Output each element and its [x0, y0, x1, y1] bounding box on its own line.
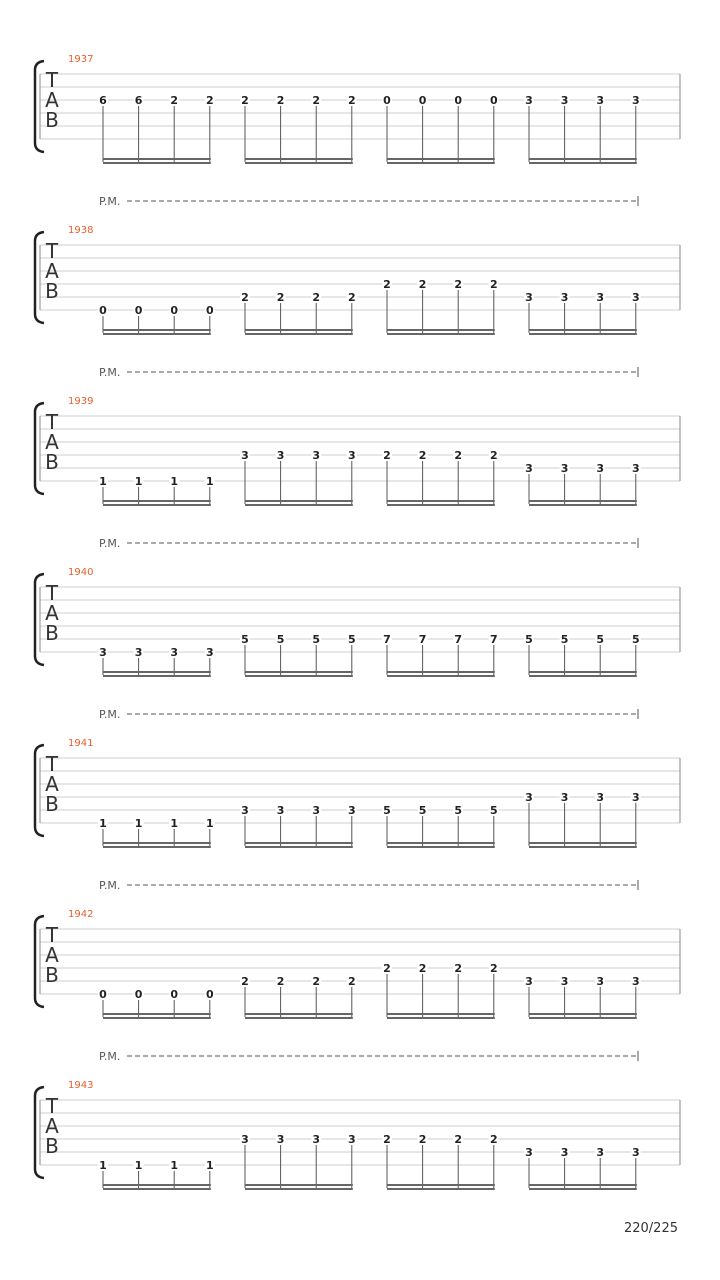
fret-number: 3	[596, 462, 605, 475]
beam-primary	[245, 671, 353, 673]
fret-number: 2	[454, 449, 463, 462]
beam-primary	[387, 671, 495, 673]
fret-number: 7	[489, 633, 498, 646]
beam-secondary	[387, 333, 495, 335]
beam-primary	[103, 329, 211, 331]
fret-number: 2	[241, 975, 249, 988]
fret-number: 3	[631, 975, 640, 988]
fret-number: 2	[205, 94, 214, 107]
beam-primary	[245, 500, 353, 502]
tab-clef-letter: B	[45, 621, 59, 645]
beam-secondary	[387, 1017, 495, 1019]
fret-number: 1	[99, 475, 107, 488]
fret-number: 5	[312, 633, 321, 646]
beam-secondary	[103, 162, 211, 164]
beam-secondary	[245, 675, 353, 677]
beam-secondary	[387, 162, 495, 164]
palm-mute-label: P.M.	[99, 1050, 121, 1063]
fret-number: 3	[276, 804, 285, 817]
palm-mute-label: P.M.	[99, 366, 121, 379]
measure-number: 1943	[68, 1080, 94, 1091]
tab-clef-letter: T	[45, 923, 59, 947]
fret-number: 3	[312, 449, 321, 462]
fret-number: 0	[383, 94, 391, 107]
fret-number: 3	[631, 462, 640, 475]
fret-number: 5	[347, 633, 356, 646]
tab-clef-letter: A	[45, 1114, 59, 1138]
tab-clef-letter: T	[45, 239, 59, 263]
fret-number: 2	[383, 449, 391, 462]
tab-clef-letter: T	[45, 581, 59, 605]
beam-primary	[387, 1013, 495, 1015]
beam-secondary	[245, 1188, 353, 1190]
fret-number: 3	[276, 1133, 285, 1146]
tab-clef-letter: B	[45, 450, 59, 474]
fret-number: 2	[418, 962, 427, 975]
measure-number: 1937	[68, 54, 94, 65]
beam-secondary	[103, 504, 211, 506]
tab-clef-letter: A	[45, 943, 59, 967]
fret-number: 1	[99, 1159, 107, 1172]
fret-number: 1	[134, 1159, 143, 1172]
fret-number: 3	[596, 975, 605, 988]
fret-number: 3	[276, 449, 285, 462]
fret-number: 1	[134, 817, 143, 830]
fret-number: 0	[418, 94, 427, 107]
fret-number: 2	[489, 278, 498, 291]
beam-secondary	[103, 333, 211, 335]
beam-primary	[245, 1013, 353, 1015]
fret-number: 2	[276, 291, 285, 304]
fret-number: 2	[418, 278, 427, 291]
fret-number: 2	[454, 278, 463, 291]
tab-clef-letter: B	[45, 963, 59, 987]
beam-secondary	[103, 846, 211, 848]
fret-number: 3	[596, 791, 605, 804]
palm-mute-label: P.M.	[99, 537, 121, 550]
measure-number: 1939	[68, 396, 94, 407]
fret-number: 0	[170, 304, 179, 317]
fret-number: 3	[596, 94, 605, 107]
fret-number: 7	[418, 633, 427, 646]
fret-number: 2	[383, 962, 391, 975]
fret-number: 2	[276, 94, 285, 107]
beam-primary	[387, 158, 495, 160]
beam-primary	[245, 1184, 353, 1186]
beam-primary	[529, 329, 637, 331]
beam-secondary	[245, 1017, 353, 1019]
fret-number: 1	[170, 817, 179, 830]
fret-number: 2	[241, 94, 249, 107]
fret-number: 1	[170, 475, 179, 488]
fret-number: 3	[560, 975, 569, 988]
beam-secondary	[529, 1188, 637, 1190]
fret-number: 3	[134, 646, 143, 659]
fret-number: 2	[454, 1133, 463, 1146]
fret-number: 2	[489, 449, 498, 462]
beam-secondary	[245, 162, 353, 164]
fret-number: 3	[525, 791, 533, 804]
fret-number: 3	[560, 791, 569, 804]
palm-mute-label: P.M.	[99, 708, 121, 721]
beam-secondary	[245, 333, 353, 335]
beam-primary	[529, 158, 637, 160]
fret-number: 5	[241, 633, 249, 646]
fret-number: 7	[454, 633, 463, 646]
fret-number: 3	[525, 462, 533, 475]
beam-secondary	[529, 1017, 637, 1019]
beam-secondary	[387, 846, 495, 848]
fret-number: 2	[170, 94, 179, 107]
beam-primary	[103, 1184, 211, 1186]
fret-number: 5	[454, 804, 463, 817]
tab-clef-letter: T	[45, 68, 59, 92]
beam-primary	[529, 842, 637, 844]
beam-primary	[245, 158, 353, 160]
fret-number: 1	[205, 817, 214, 830]
beam-secondary	[103, 675, 211, 677]
fret-number: 2	[418, 449, 427, 462]
measure-number: 1942	[68, 909, 94, 920]
beam-primary	[103, 671, 211, 673]
beam-primary	[245, 842, 353, 844]
measure-number: 1938	[68, 225, 94, 236]
palm-mute-label: P.M.	[99, 195, 121, 208]
fret-number: 3	[347, 449, 356, 462]
beam-secondary	[529, 504, 637, 506]
fret-number: 5	[596, 633, 605, 646]
tab-clef-letter: T	[45, 410, 59, 434]
fret-number: 1	[99, 817, 107, 830]
fret-number: 0	[205, 988, 214, 1001]
fret-number: 0	[134, 988, 143, 1001]
tab-clef-letter: B	[45, 1134, 59, 1158]
fret-number: 3	[312, 1133, 321, 1146]
fret-number: 0	[134, 304, 143, 317]
fret-number: 3	[241, 449, 249, 462]
fret-number: 3	[347, 804, 356, 817]
fret-number: 7	[383, 633, 391, 646]
fret-number: 3	[525, 975, 533, 988]
beam-secondary	[529, 333, 637, 335]
fret-number: 3	[596, 1146, 605, 1159]
beam-primary	[103, 842, 211, 844]
fret-number: 1	[134, 475, 143, 488]
fret-number: 3	[631, 291, 640, 304]
fret-number: 5	[489, 804, 498, 817]
fret-number: 2	[312, 975, 321, 988]
fret-number: 6	[99, 94, 107, 107]
fret-number: 3	[560, 291, 569, 304]
beam-primary	[387, 1184, 495, 1186]
tab-clef-letter: A	[45, 259, 59, 283]
fret-number: 3	[525, 94, 533, 107]
tab-clef-letter: B	[45, 279, 59, 303]
fret-number: 5	[525, 633, 533, 646]
fret-number: 2	[347, 291, 356, 304]
beam-secondary	[387, 504, 495, 506]
fret-number: 3	[312, 804, 321, 817]
fret-number: 2	[383, 278, 391, 291]
beam-secondary	[387, 675, 495, 677]
fret-number: 2	[241, 291, 249, 304]
fret-number: 3	[560, 1146, 569, 1159]
fret-number: 5	[631, 633, 640, 646]
beam-primary	[103, 1013, 211, 1015]
fret-number: 6	[134, 94, 143, 107]
fret-number: 3	[241, 804, 249, 817]
fret-number: 3	[347, 1133, 356, 1146]
fret-number: 3	[241, 1133, 249, 1146]
fret-number: 3	[525, 291, 533, 304]
fret-number: 2	[276, 975, 285, 988]
fret-number: 0	[205, 304, 214, 317]
fret-number: 2	[312, 291, 321, 304]
fret-number: 2	[454, 962, 463, 975]
fret-number: 3	[631, 791, 640, 804]
beam-primary	[387, 500, 495, 502]
palm-mute-label: P.M.	[99, 879, 121, 892]
fret-number: 0	[170, 988, 179, 1001]
beam-primary	[387, 842, 495, 844]
beam-primary	[529, 1013, 637, 1015]
beam-secondary	[387, 1188, 495, 1190]
fret-number: 2	[383, 1133, 391, 1146]
fret-number: 1	[205, 1159, 214, 1172]
fret-number: 2	[347, 975, 356, 988]
beam-secondary	[529, 162, 637, 164]
tab-clef-letter: T	[45, 752, 59, 776]
measure-number: 1940	[68, 567, 94, 578]
tab-clef-letter: A	[45, 601, 59, 625]
beam-secondary	[529, 675, 637, 677]
fret-number: 2	[489, 1133, 498, 1146]
measure-number: 1941	[68, 738, 94, 749]
fret-number: 1	[205, 475, 214, 488]
fret-number: 3	[99, 646, 107, 659]
tab-clef-letter: A	[45, 772, 59, 796]
page-counter: 220/225	[623, 1221, 678, 1236]
fret-number: 5	[276, 633, 285, 646]
fret-number: 3	[560, 94, 569, 107]
fret-number: 2	[312, 94, 321, 107]
fret-number: 3	[596, 291, 605, 304]
fret-number: 0	[99, 304, 107, 317]
fret-number: 1	[170, 1159, 179, 1172]
fret-number: 5	[560, 633, 569, 646]
beam-primary	[387, 329, 495, 331]
beam-secondary	[245, 504, 353, 506]
tab-clef-letter: A	[45, 88, 59, 112]
beam-secondary	[103, 1017, 211, 1019]
tab-clef-letter: T	[45, 1094, 59, 1118]
fret-number: 5	[418, 804, 427, 817]
beam-primary	[529, 500, 637, 502]
beam-secondary	[245, 846, 353, 848]
beam-primary	[529, 671, 637, 673]
beam-primary	[103, 158, 211, 160]
tab-clef-letter: A	[45, 430, 59, 454]
fret-number: 3	[525, 1146, 533, 1159]
fret-number: 0	[489, 94, 498, 107]
fret-number: 0	[454, 94, 463, 107]
fret-number: 3	[170, 646, 179, 659]
fret-number: 3	[560, 462, 569, 475]
beam-primary	[529, 1184, 637, 1186]
tab-clef-letter: B	[45, 792, 59, 816]
fret-number: 3	[631, 1146, 640, 1159]
beam-secondary	[529, 846, 637, 848]
tab-clef-letter: B	[45, 108, 59, 132]
fret-number: 0	[99, 988, 107, 1001]
beam-primary	[245, 329, 353, 331]
fret-number: 2	[347, 94, 356, 107]
fret-number: 5	[383, 804, 391, 817]
fret-number: 3	[631, 94, 640, 107]
fret-number: 2	[418, 1133, 427, 1146]
fret-number: 3	[205, 646, 214, 659]
beam-primary	[103, 500, 211, 502]
beam-secondary	[103, 1188, 211, 1190]
fret-number: 2	[489, 962, 498, 975]
